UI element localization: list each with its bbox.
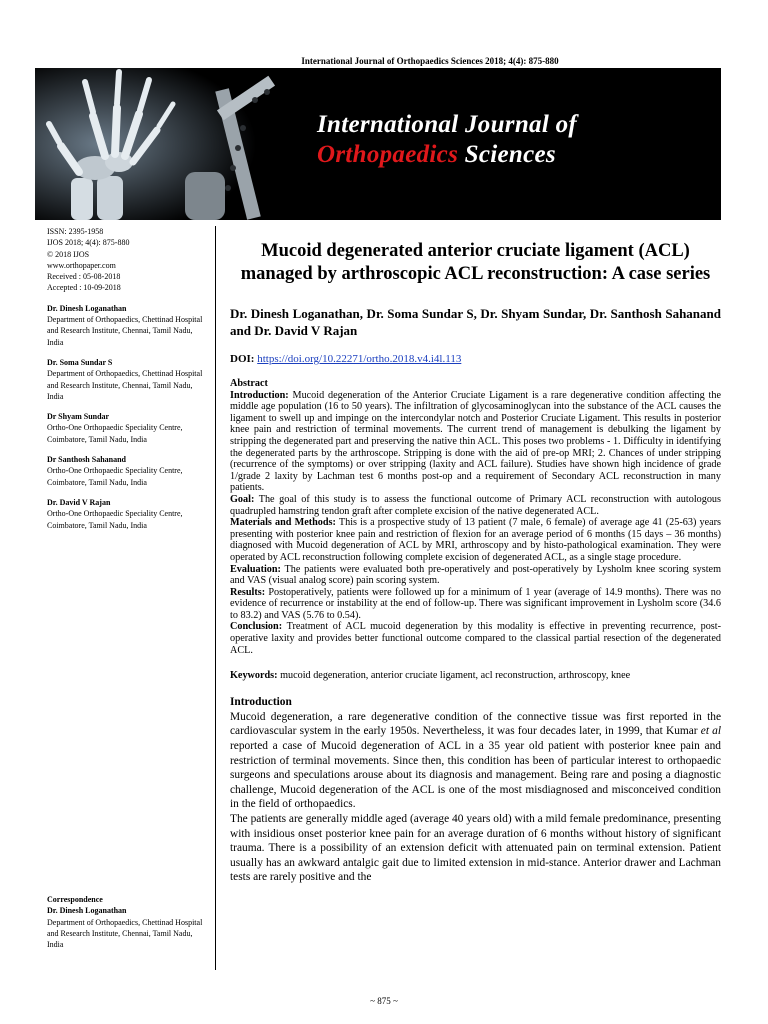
author-name: Dr Shyam Sundar — [47, 412, 110, 422]
received-date: Received : 05-08-2018 — [47, 272, 121, 282]
abstract-paragraph — [230, 517, 721, 563]
abstract-text: The goal of this study is to assess the functional outcome of Primary ACL reconstruction with autologous quadrupled hamstring tendon graft after complete excision of the native degenerated ACL. — [230, 493, 721, 517]
journal-banner — [35, 68, 721, 220]
keywords-line — [230, 670, 721, 681]
banner-title-orthopaedics: Orthopaedics — [317, 141, 459, 168]
article-authors: Dr. Dinesh Loganathan, Dr. Soma Sundar S, Dr. Shyam Sundar, Dr. Santhosh Sahanand and Dr. David V Rajan — [230, 306, 721, 338]
banner-title-sciences: Sciences — [458, 141, 556, 168]
doi-line — [230, 353, 721, 365]
intro-paragraph: The patients are generally middle aged (average 40 years old) with a mild female predominance, presenting with insidious onset posterior knee pain for an average duration of 6 months without history of significant trauma. There is a possibility of an extension deficit with attenuated pain on terminal extension. Patient usually has an awkward antalgic gait due to limited extension in mid-stance. Anterior drawer and Lachman tests are rarely positive and the — [230, 813, 721, 884]
abstract-paragraph — [230, 390, 721, 494]
sidebar-author — [47, 411, 207, 445]
abstract-label: Conclusion: — [230, 621, 283, 633]
column-divider — [215, 226, 216, 970]
abstract-paragraph — [230, 621, 721, 656]
abstract-paragraph — [230, 494, 721, 517]
author-affiliation: Department of Orthopaedics, Chettinad Hospital and Research Institute, Chennai, Tamil Nadu, India — [47, 369, 203, 401]
abstract-label: Materials and Methods: — [230, 517, 336, 529]
abstract-text: Mucoid degeneration of the Anterior Cruciate Ligament is a rare degenerative condition affecting the middle age population (16 to 50 years). The infiltration of glycosaminoglycan into the substance of the ACL causes the ligament to swell up and impinge on the intercondylar notch and Posterior Cruciate Ligament. This results in posterior knee pain and restriction of terminal movements. The current trend of management is debulking the ligament by stripping the degenerated part and preserving the native thin ACL. This poses two problems - 1. Difficulty in identifying the degenerated parts by the arthroscope. Stripping is done with the aid of pre-op MRI; 2. Chances of under stripping (recurrence of the symptoms) or over stripping (laxity and ACL failure). Studies have shown high incidence of grade 1/grade 2 laxity by Lachman test 6 months post-op and a requirement of Secondary ACL reconstruction in many patients. — [230, 389, 721, 494]
author-affiliation: Ortho-One Orthopaedic Speciality Centre, Coimbatore, Tamil Nadu, India — [47, 423, 183, 444]
issn: ISSN: 2395-1958 — [47, 227, 104, 236]
accepted-date: Accepted : 10-09-2018 — [47, 283, 121, 293]
journal-citation-header: International Journal of Orthopaedics Sciences 2018; 4(4): 875-880 — [301, 56, 559, 66]
journal-banner-title — [317, 110, 717, 170]
author-affiliation: Ortho-One Orthopaedic Speciality Centre, Coimbatore, Tamil Nadu, India — [47, 466, 183, 487]
abstract-label: Results: — [230, 586, 266, 598]
article-metadata — [47, 226, 207, 294]
journal-website: www.orthopaper.com — [47, 260, 116, 270]
abstract-text: This is a prospective study of 13 patient (7 male, 6 female) of average age 41 (25-63) years presenting with posterior knee pain and restriction of flexion for an average period of 6 months (15 days – 36 months) diagnosed with Mucoid degeneration of ACL by MRI, arthroscopy and by histo-pathological examination. They were operated by ACL reconstruction following complete excision of degenerated ACL, as a single stage procedure. — [230, 517, 721, 563]
abstract-paragraph — [230, 564, 721, 587]
author-name: Dr Santhosh Sahanand — [47, 455, 127, 465]
copyright: © 2018 IJOS — [47, 249, 90, 259]
abstract-label: Evaluation: — [230, 563, 281, 575]
sidebar-author — [47, 454, 207, 488]
keywords-label: Keywords: — [230, 670, 278, 682]
abstract-heading: Abstract — [230, 378, 268, 389]
correspondence-affiliation: Department of Orthopaedics, Chettinad Hospital and Research Institute, Chennai, Tamil Nadu, India — [47, 917, 203, 950]
correspondence-name: Dr. Dinesh Loganathan — [47, 906, 127, 916]
page-number: ~ 875 ~ — [370, 996, 398, 1006]
abstract-paragraph — [230, 587, 721, 622]
author-name: Dr. Dinesh Loganathan — [47, 303, 127, 313]
intro-text: Mucoid degeneration, a rare degenerative condition of the connective tissue was first reported in the cardiovascular system in the early 1950s. Nevertheless, it was four decades later, in 1999, that Kumar — [230, 710, 721, 738]
doi-link[interactable]: https://doi.org/10.22271/ortho.2018.v4.i4l.113 — [257, 353, 462, 365]
volume-info: IJOS 2018; 4(4): 875-880 — [47, 238, 130, 248]
abstract-label: Goal: — [230, 493, 255, 505]
intro-text: reported a case of Mucoid degeneration of ACL in a 35 year old patient with posterior knee pain and restriction of terminal movements. Since then, this condition has been of particular interest to orthopaedic surgeons and speculations arouse about its diagnosis and management. Being rare and posing a diagnostic challenge, Mucoid degeneration of the ACL is one of the most misdiagnosed and misconceived condition in the field of orthopaedics. — [230, 740, 721, 811]
introduction-section — [230, 695, 721, 885]
author-affiliation: Ortho-One Orthopaedic Speciality Centre, Coimbatore, Tamil Nadu, India — [47, 509, 183, 530]
article-title: Mucoid degenerated anterior cruciate ligament (ACL) managed by arthroscopic ACL reconstruction: A case series — [240, 241, 711, 284]
abstract-text: The patients were evaluated both pre-operatively and post-operatively by Lysholm knee scoring system and VAS (visual analog score) pain scoring system. — [230, 563, 721, 587]
sidebar-author — [47, 303, 207, 348]
banner-title-line1: International Journal of — [317, 111, 578, 138]
abstract-text: Treatment of ACL mucoid degeneration by this modality is effective in preventing recurrence, post-operative laxity and provides better functional outcome compared to the classical partial resection of the degenerated ACL. — [230, 621, 721, 656]
intro-paragraph — [230, 710, 721, 812]
keywords-text: mucoid degeneration, anterior cruciate ligament, acl reconstruction, arthroscopy, knee — [277, 670, 631, 682]
correspondence-block — [47, 894, 207, 950]
intro-etal: et al — [700, 725, 722, 738]
sidebar-author — [47, 357, 207, 402]
article-main — [230, 240, 721, 885]
doi-label: DOI: — [230, 353, 255, 365]
author-name: Dr. Soma Sundar S — [47, 357, 113, 367]
sidebar-author — [47, 497, 207, 531]
author-affiliation: Department of Orthopaedics, Chettinad Hospital and Research Institute, Chennai, Tamil Nadu, India — [47, 315, 203, 347]
abstract-section — [230, 378, 721, 656]
article-sidebar — [47, 226, 207, 950]
author-name: Dr. David V Rajan — [47, 497, 111, 507]
introduction-heading: Introduction — [230, 696, 292, 709]
abstract-text: Postoperatively, patients were followed up for a minimum of 1 year (average of 14.9 months). There was no evidence of recurrence or instability at the end of follow-up. There was significant improvement in Lysholm score (34.6 to 83.2) and VAS (5.76 to 0.54). — [230, 586, 721, 621]
abstract-label: Introduction: — [230, 389, 289, 401]
correspondence-heading: Correspondence — [47, 895, 103, 904]
